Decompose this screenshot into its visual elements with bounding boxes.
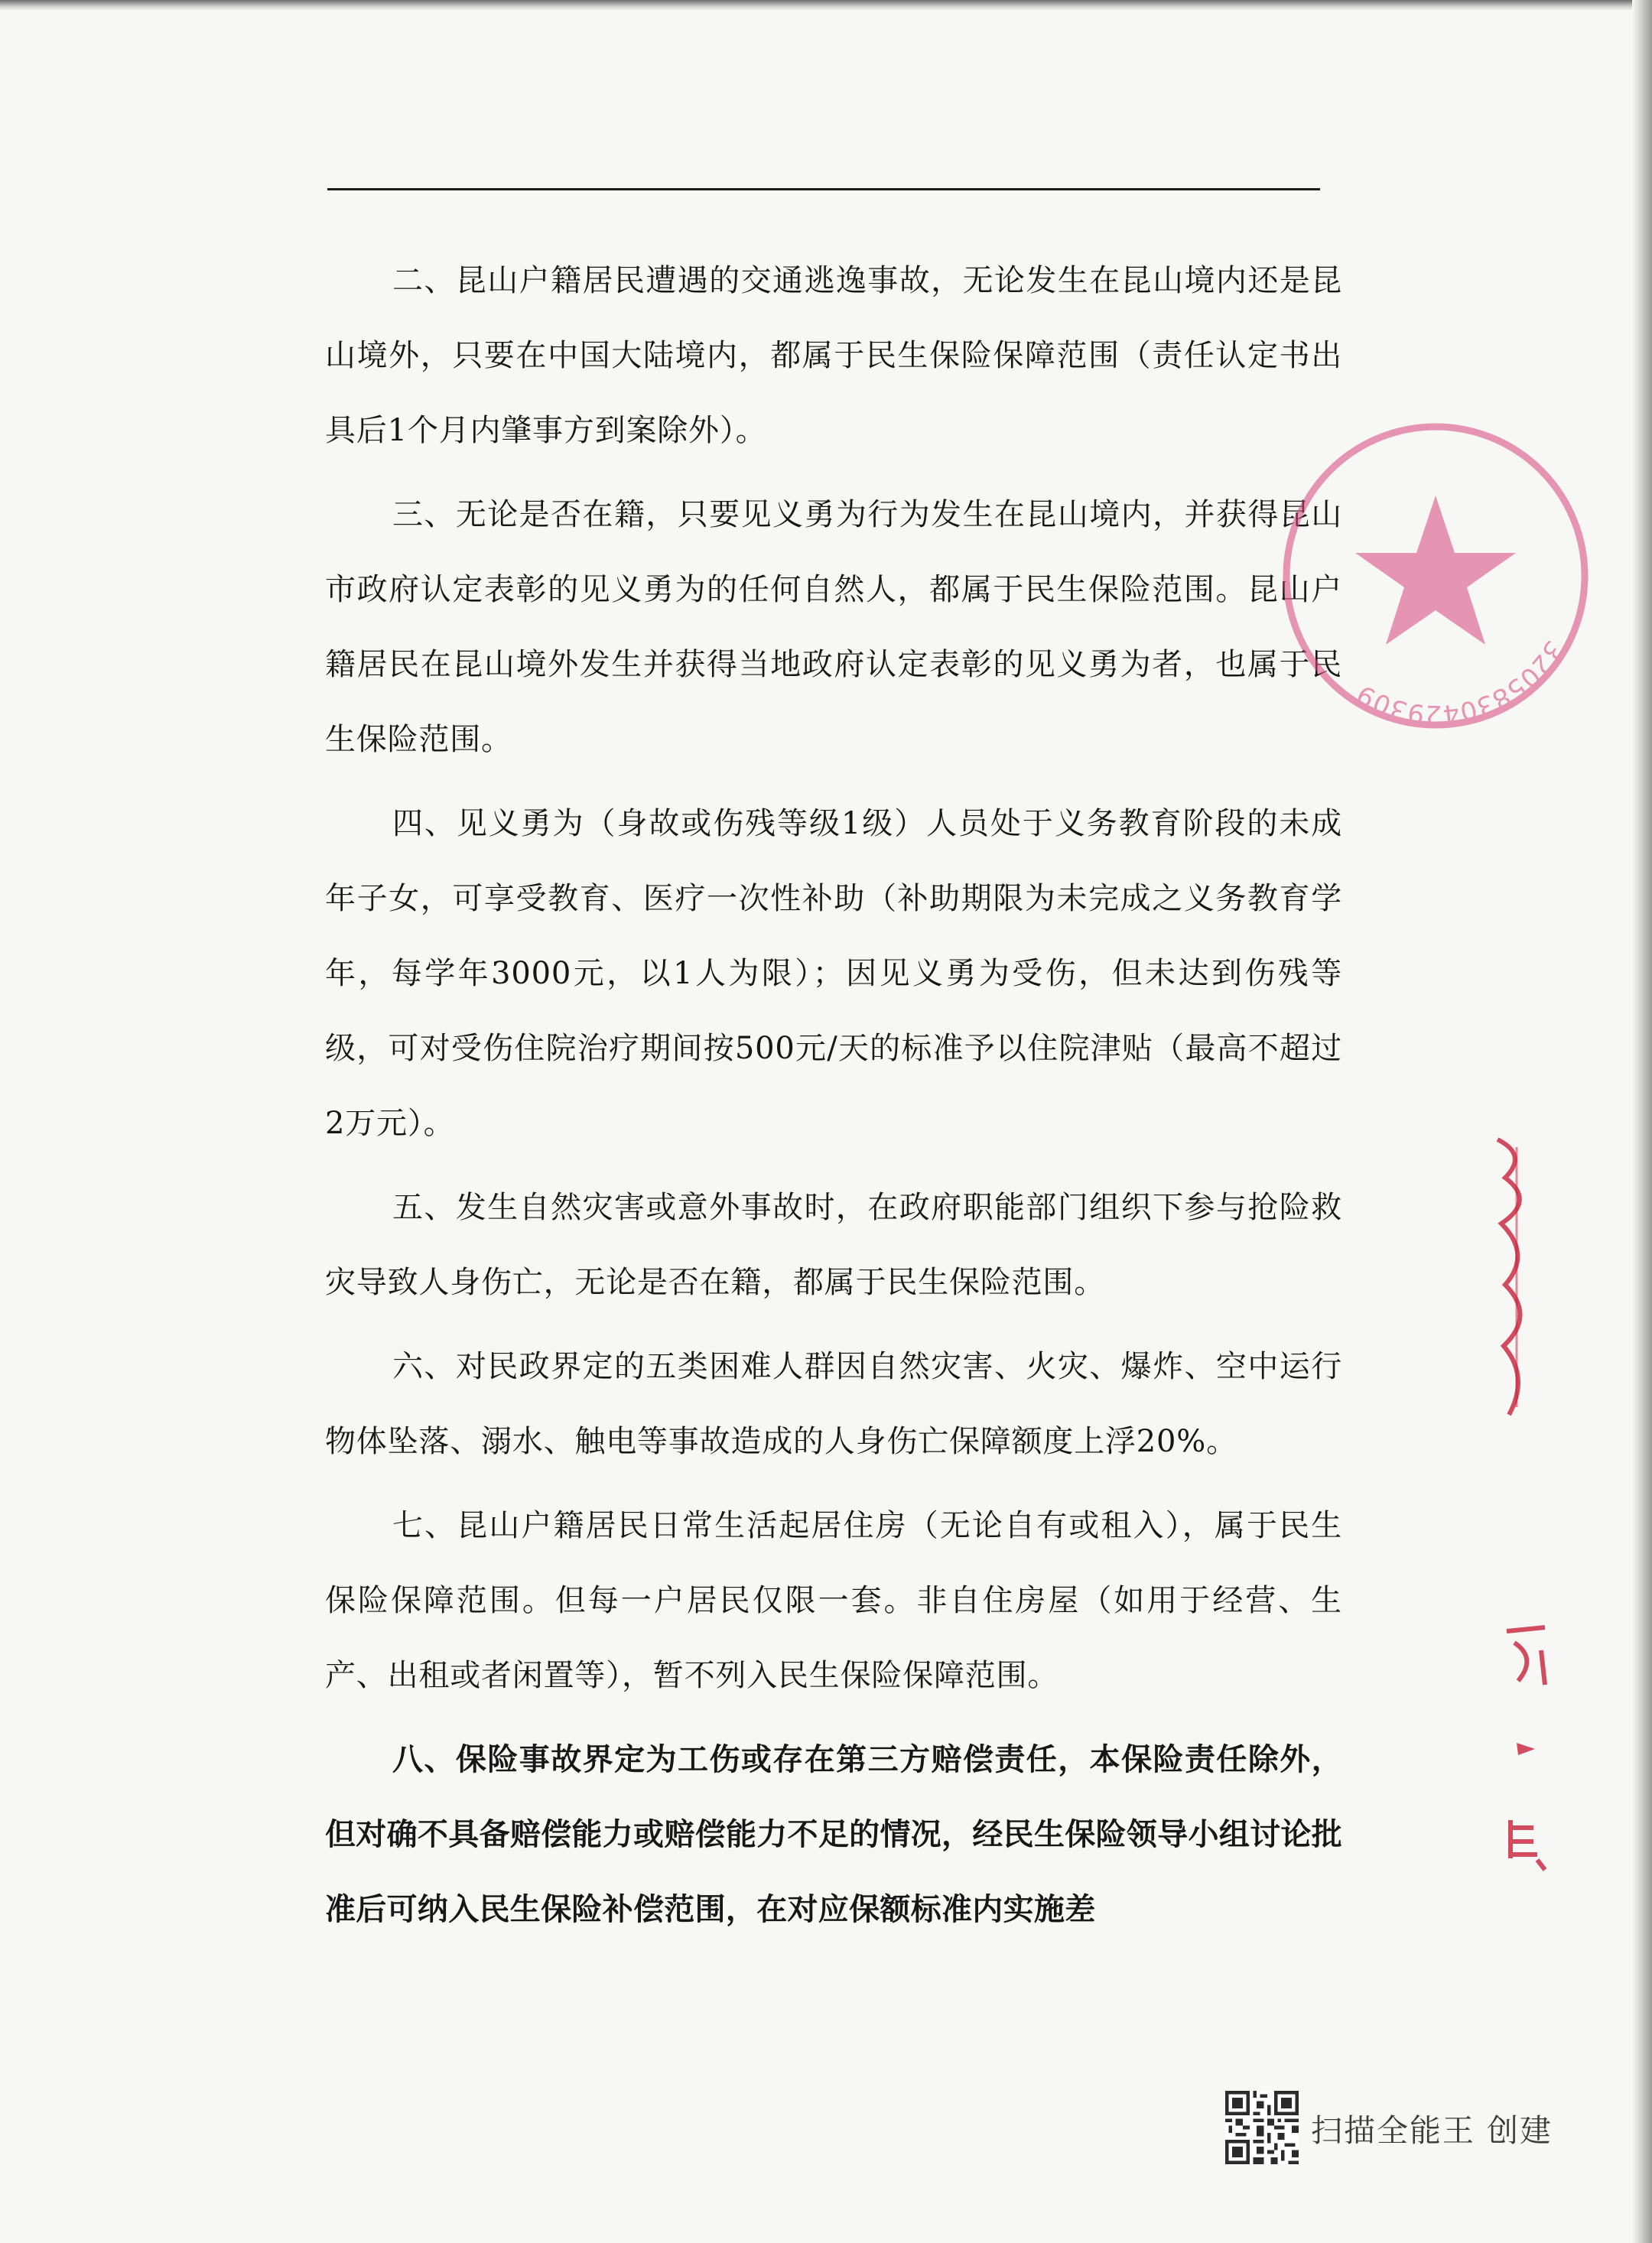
clause-7: 七、昆山户籍居民日常生活起居住房（无论自有或租入），属于民生保险保障范围。但每一户居民仅限一套。非自住房屋（如用于经营、生产、出租或者闲置等），暂不列入民生保险保障范围。	[325, 1508, 1342, 1693]
margin-stamp-mark-4	[1503, 1812, 1549, 1874]
scan-top-edge	[0, 0, 1652, 11]
clause-8: 八、保险事故界定为工伤或存在第三方赔偿责任，本保险责任除外，但对确不具备赔偿能力或赔偿能力不足的情况，经民生保险领导小组讨论批准后可纳入民生保险补偿范围，在对应保额标准内实施差	[325, 1741, 1342, 1927]
document-body	[325, 243, 1342, 1956]
watermark-text: 扫描全能王 创建	[1311, 2111, 1553, 2149]
clause-3: 三、无论是否在籍，只要见义勇为行为发生在昆山境内，并获得昆山市政府认定表彰的见义勇为的任何自然人，都属于民生保险范围。昆山户籍居民在昆山境外发生并获得当地政府认定表彰的见义勇为者，也属于民生保险范围。	[325, 497, 1342, 757]
scan-right-edge	[1632, 0, 1652, 2243]
seal-serial: 3205830429309	[1351, 635, 1570, 730]
scanner-watermark	[1225, 2091, 1553, 2164]
clause-5: 五、发生自然灾害或意外事故时，在政府职能部门组织下参与抢险救灾导致人身伤亡，无论是否在籍，都属于民生保险范围。	[325, 1190, 1342, 1300]
clause-4: 四、见义勇为（身故或伤残等级1级）人员处于义务教育阶段的未成年子女，可享受教育、医疗一次性补助（补助期限为未完成之义务教育学年，每学年3000元，以1人为限）；因见义勇为受伤，但未达到伤残等级，可对受伤住院治疗期间按500元/天的标准予以住院津贴（最高不超过2万元）。	[325, 806, 1342, 1141]
margin-stamp-mark-3	[1511, 1732, 1541, 1763]
margin-stamp-mark	[1482, 1132, 1543, 1422]
margin-stamp-mark-2	[1499, 1620, 1560, 1689]
qr-code-icon	[1225, 2091, 1299, 2164]
header-rule	[327, 188, 1320, 190]
clause-2: 二、昆山户籍居民遭遇的交通逃逸事故，无论发生在昆山境内还是昆山境外，只要在中国大陆境内，都属于民生保险保障范围（责任认定书出具后1个月内肇事方到案除外）。	[325, 263, 1342, 448]
seal-star-icon	[1355, 496, 1516, 645]
clause-6: 六、对民政界定的五类困难人群因自然灾害、火灾、爆炸、空中运行物体坠落、溺水、触电等事故造成的人身伤亡保障额度上浮20%。	[325, 1349, 1342, 1459]
